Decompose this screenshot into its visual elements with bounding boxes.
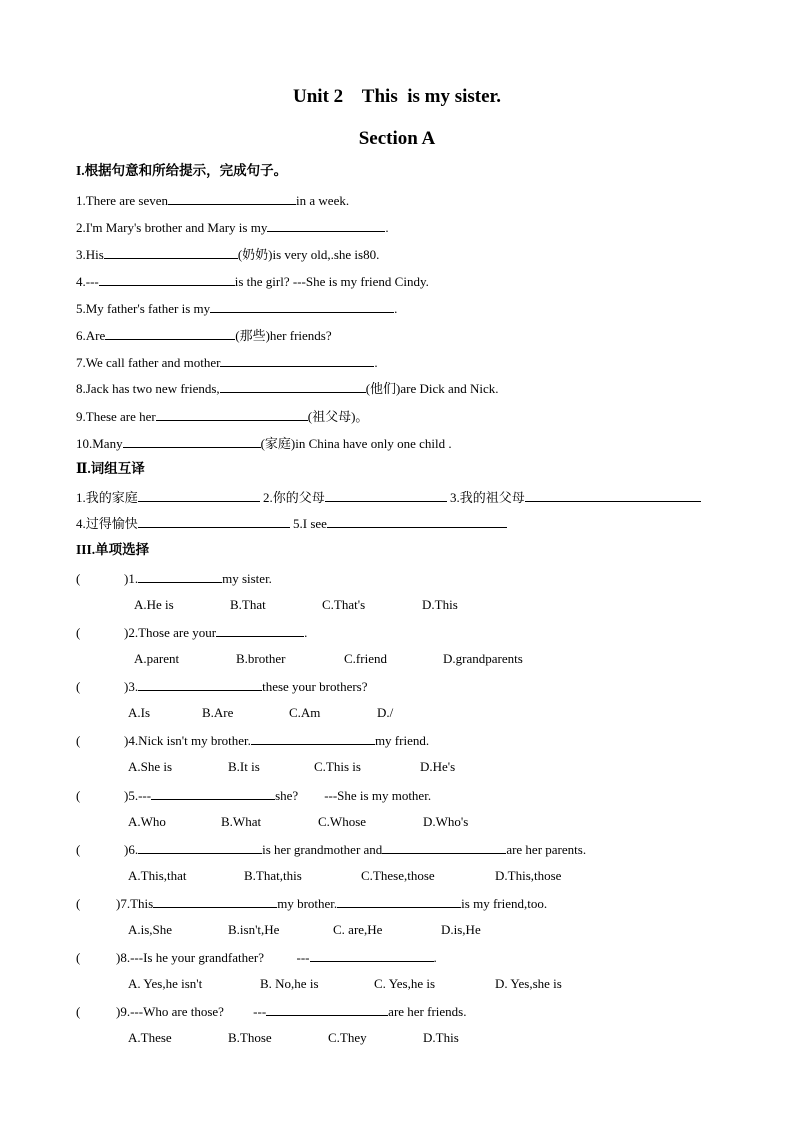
item-text: 10.Many <box>76 436 123 451</box>
item-text: 2.I'm Mary's brother and Mary is my <box>76 220 268 235</box>
question-text: 7.This <box>120 896 154 911</box>
answer-blank[interactable] <box>266 1003 388 1016</box>
answer-blank[interactable] <box>220 380 366 393</box>
answer-blank[interactable] <box>105 327 235 340</box>
item-text: 5.My father's father is my <box>76 301 211 316</box>
part1-heading: I.根据句意和所给提示，完成句子。 <box>76 163 288 178</box>
answer-paren[interactable]: ( <box>76 733 81 748</box>
item-text: (那些)her friends? <box>235 328 332 343</box>
option-b[interactable]: B.Those <box>228 1030 272 1045</box>
question-4: ( )4.Nick isn't my brother. my friend. <box>76 733 430 748</box>
answer-blank[interactable] <box>138 515 290 528</box>
question-9: ( )9.---Who are those? --- are her friends. <box>76 1004 467 1019</box>
option-a[interactable]: A.parent <box>134 651 180 666</box>
answer-blank[interactable] <box>382 841 506 854</box>
option-d[interactable]: D.is,He <box>441 922 481 937</box>
option-b[interactable]: B.That <box>230 597 266 612</box>
item-text: . <box>374 355 378 370</box>
option-b[interactable]: B.Are <box>202 705 234 720</box>
question-text: . <box>304 625 308 640</box>
item-text: 9.These are her <box>76 409 156 424</box>
answer-paren[interactable]: ( <box>76 625 81 640</box>
answer-paren[interactable]: ( <box>76 950 81 965</box>
question-3: ( )3. these your brothers? <box>76 679 368 694</box>
option-c[interactable]: C. Yes,he is <box>374 976 436 991</box>
item-text: . <box>385 220 389 235</box>
option-d[interactable]: D./ <box>377 705 394 720</box>
phrase-text: 5.I see <box>293 516 327 531</box>
question-6: ( )6. is her grandmother and are her parents. <box>76 842 587 857</box>
option-a[interactable]: A. Yes,he isn't <box>128 976 203 991</box>
part3-heading: III.单项选择 <box>76 542 150 557</box>
option-c[interactable]: C.That's <box>322 597 366 612</box>
answer-blank[interactable] <box>337 895 461 908</box>
item-text: (奶奶)is very old,.she is80. <box>237 247 380 262</box>
item-text: (他们)are Dick and Nick. <box>365 381 499 396</box>
phrase-text: 4.过得愉快 <box>76 516 138 531</box>
question-text: she? ---She is my mother. <box>275 788 432 803</box>
question-5: ( )5.--- she? ---She is my mother. <box>76 788 432 803</box>
part2-row-1 <box>76 489 701 506</box>
part1-item-1 <box>76 192 349 209</box>
answer-paren[interactable]: ( <box>76 571 81 586</box>
question-text: my friend. <box>374 733 430 748</box>
part1-item-2 <box>76 219 389 236</box>
question-text: 2.Those are your <box>128 625 217 640</box>
question-text: 8.---Is he your grandfather? --- <box>120 950 310 965</box>
phrase-text: 3.我的祖父母 <box>450 490 525 505</box>
question-2: ( )2.Those are your . <box>76 625 308 640</box>
item-text: 7.We call father and mother <box>76 355 221 370</box>
question-1: ( )1. my sister. <box>76 571 272 586</box>
option-a[interactable]: A.He is <box>134 597 174 612</box>
option-b[interactable]: B. No,he is <box>260 976 319 991</box>
item-text: 8.Jack has two new friends, <box>76 381 220 396</box>
option-a[interactable]: A.This,that <box>128 868 187 883</box>
answer-paren[interactable]: ( <box>76 896 81 911</box>
answer-blank[interactable] <box>210 300 394 313</box>
option-d[interactable]: D.This <box>422 597 458 612</box>
phrase-text: 2.你的父母 <box>263 490 325 505</box>
question-text: these your brothers? <box>262 679 368 694</box>
answer-blank[interactable] <box>99 273 235 286</box>
part2-row-2 <box>76 515 507 532</box>
question-text: 1. <box>128 571 139 586</box>
answer-blank[interactable] <box>138 841 262 854</box>
option-d[interactable]: D.He's <box>420 759 456 774</box>
question-text: my sister. <box>222 571 272 586</box>
question-text: 5.--- <box>128 788 152 803</box>
option-c[interactable]: C.This is <box>314 759 361 774</box>
part1-item-4 <box>76 273 429 290</box>
question-7: ( )7.This my brother. is my friend,too. <box>76 896 548 911</box>
option-a[interactable]: A.Who <box>128 814 166 829</box>
answer-blank[interactable] <box>216 624 304 637</box>
item-text: 6.Are <box>76 328 106 343</box>
part2-heading: Ⅱ.词组互译 <box>76 461 145 476</box>
question-text: 4.Nick isn't my brother. <box>128 733 251 748</box>
answer-blank[interactable] <box>104 246 238 259</box>
option-b[interactable]: B.That,this <box>244 868 302 883</box>
answer-blank[interactable] <box>251 732 375 745</box>
answer-blank[interactable] <box>525 489 701 502</box>
option-d[interactable]: D. Yes,she is <box>495 976 562 991</box>
option-c[interactable]: C. are,He <box>333 922 383 937</box>
answer-blank[interactable] <box>325 489 447 502</box>
question-text: my brother. <box>277 896 338 911</box>
answer-paren[interactable]: ( <box>76 788 81 803</box>
option-d[interactable]: D.This <box>423 1030 459 1045</box>
option-a[interactable]: A.is,She <box>128 922 173 937</box>
part1-item-10 <box>76 435 452 452</box>
item-text: (祖父母)。 <box>307 409 369 424</box>
option-b[interactable]: B.What <box>221 814 262 829</box>
answer-paren[interactable]: ( <box>76 1004 81 1019</box>
item-text: 1.There are seven <box>76 193 169 208</box>
part1-item-5 <box>76 300 397 317</box>
phrase-text: 1.我的家庭 <box>76 490 138 505</box>
item-text: 4.--- <box>76 274 99 289</box>
question-text: 6. <box>128 842 139 857</box>
option-b[interactable]: B.brother <box>236 651 286 666</box>
option-d[interactable]: D.grandparents <box>443 651 523 666</box>
part1-item-9 <box>76 408 368 425</box>
question-text: is my friend,too. <box>461 896 548 911</box>
answer-blank[interactable] <box>151 787 275 800</box>
option-b[interactable]: B.It is <box>228 759 260 774</box>
part1-item-6 <box>76 327 332 344</box>
answer-blank[interactable] <box>327 515 507 528</box>
question-text: is her grandmother and <box>262 842 383 857</box>
option-a[interactable]: A.She is <box>128 759 173 774</box>
option-c[interactable]: C.These,those <box>361 868 435 883</box>
question-text: 9.---Who are those? --- <box>120 1004 267 1019</box>
item-text: is the girl? ---She is my friend Cindy. <box>234 274 429 289</box>
answer-blank[interactable] <box>138 489 260 502</box>
answer-blank[interactable] <box>138 570 222 583</box>
part1-item-8 <box>76 380 499 397</box>
option-c[interactable]: C.friend <box>344 651 387 666</box>
answer-blank[interactable] <box>153 895 277 908</box>
question-8: ( )8.---Is he your grandfather? --- . <box>76 950 437 965</box>
part1-item-3 <box>76 246 379 263</box>
answer-paren[interactable]: ( <box>76 679 81 694</box>
answer-blank[interactable] <box>138 678 262 691</box>
question-text: are her parents. <box>506 842 587 857</box>
option-b[interactable]: B.isn't,He <box>228 922 280 937</box>
answer-blank[interactable] <box>220 354 374 367</box>
item-text: in a week. <box>296 193 350 208</box>
question-text: . <box>433 950 437 965</box>
answer-blank[interactable] <box>168 192 296 205</box>
option-c[interactable]: C.Am <box>289 705 321 720</box>
answer-blank[interactable] <box>267 219 385 232</box>
option-d[interactable]: D.Who's <box>423 814 469 829</box>
item-text: (家庭)in China have only one child . <box>260 436 452 451</box>
question-text: 3. <box>128 679 139 694</box>
question-text: are her friends. <box>388 1004 467 1019</box>
page-title: Unit 2 This is my sister. <box>293 86 501 107</box>
answer-blank[interactable] <box>156 408 308 421</box>
section-title: Section A <box>358 128 436 149</box>
answer-paren[interactable]: ( <box>76 842 81 857</box>
option-c[interactable]: C.Whose <box>318 814 367 829</box>
part1-item-7 <box>76 354 378 371</box>
answer-blank[interactable] <box>123 435 261 448</box>
item-text: 3.His <box>76 247 104 262</box>
answer-blank[interactable] <box>310 949 434 962</box>
option-a[interactable]: A.Is <box>128 705 151 720</box>
item-text: . <box>394 301 398 316</box>
option-d[interactable]: D.This,those <box>495 868 562 883</box>
option-c[interactable]: C.They <box>328 1030 367 1045</box>
option-a[interactable]: A.These <box>128 1030 172 1045</box>
